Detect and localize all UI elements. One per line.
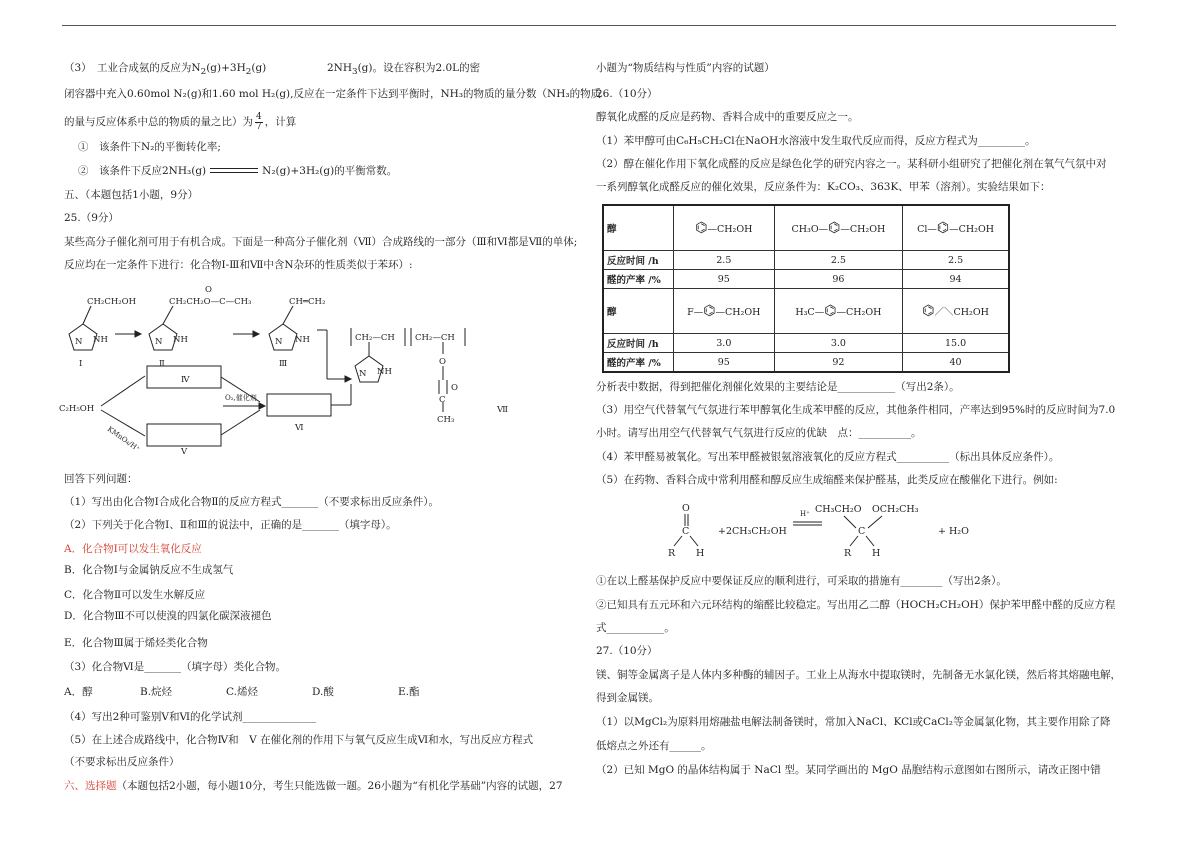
equilibrium-arrow-icon xyxy=(210,166,258,176)
option-b: B．化合物Ⅰ与金属钠反应不生成氢气 xyxy=(64,564,234,576)
svg-text:R: R xyxy=(844,548,852,559)
q27-2: （2）已知 MgO 的晶体结构属于 NaCl 型。某同学画出的 MgO 晶胞结构示意图如右图所示，请改正图中错 xyxy=(596,764,1101,776)
time-2: 2.5 xyxy=(774,251,903,270)
alcohol-5: H₃C—⌬—CH₂OH xyxy=(774,289,903,334)
svg-text:N: N xyxy=(155,337,163,347)
svg-text:H: H xyxy=(696,548,705,559)
svg-text:N: N xyxy=(359,369,367,379)
q25-4: （4）写出2种可鉴别Ⅴ和Ⅵ的化学试剂______________ xyxy=(64,711,317,723)
compound-3-formula: CH═CH₂ xyxy=(289,297,326,307)
svg-text:KMnO₄/H⁺: KMnO₄/H⁺ xyxy=(105,425,142,454)
svg-text:OCH₂CH₃: OCH₂CH₃ xyxy=(872,504,919,515)
row-label-alcohol: 醇 xyxy=(603,205,674,251)
q27-1b: 低熔点之外还有______。 xyxy=(596,740,712,752)
option-d: D．化合物Ⅲ不可以使溴的四氯化碳深液褪色 xyxy=(64,610,272,622)
q26-2b: 一系列醇氧化成醛反应的催化效果，反应条件为：K₂CO₃、363K、甲苯（溶剂）。实验结果如下： xyxy=(596,181,1051,193)
q25-3-opt-a: A．醇 xyxy=(64,686,93,698)
q26-3b: 小时。请写出用空气代替氧气气氛进行反应的优缺 点：__________。 xyxy=(596,427,922,439)
section-5-title: 五、（本题包括1小题，9分） xyxy=(64,189,199,201)
r-line1: 小题为“物质结构与性质”内容的试题） xyxy=(596,62,775,74)
alcohol-3: Cl—⌬—CH₂OH xyxy=(903,205,1009,251)
time-5: 3.0 xyxy=(774,334,903,353)
q25-2: （2）下列关于化合物Ⅰ、Ⅱ和Ⅲ的说法中，正确的是_______（填字母）。 xyxy=(64,519,397,531)
fraction: $\frac{4}{7}$ xyxy=(256,111,262,132)
q25-3: （3）化合物Ⅵ是_______（填字母）类化合物。 xyxy=(64,661,286,673)
compound-6-label: Ⅵ xyxy=(295,423,304,433)
q25-intro1: 某些高分子催化剂可用于有机合成。下面是一种高分子催化剂（Ⅶ）合成路线的一部分（Ⅲ和Ⅵ都是Ⅶ的单体; xyxy=(64,236,578,248)
svg-text:N: N xyxy=(75,337,83,347)
svg-text:+2CH₃CH₂OH: +2CH₃CH₂OH xyxy=(718,526,787,537)
yield-2: 96 xyxy=(774,270,903,289)
q25-5-note: （不要求标出反应条件） xyxy=(64,756,180,768)
q26-2a: （2）醇在催化作用下氧化成醛的反应是绿色化学的研究内容之一。某科研小组研究了把催化剂在氧气气氛中对 xyxy=(596,158,1107,170)
q26-1: （1）苯甲醇可由C₆H₅CH₂Cl在NaOH水溶液中发生取代反应而得，反应方程式为_________。 xyxy=(596,135,1036,147)
compound-1-formula: CH₂CH₂OH xyxy=(87,297,137,307)
time-4: 3.0 xyxy=(674,334,775,353)
q26-5: （5）在药物、香料合成中常利用醛和醇反应生成缩醛来保护醛基，此类反应在酸催化下进行。例如: xyxy=(596,474,1058,486)
row-label-time: 反应时间 /h xyxy=(603,251,674,270)
q24-line3: 的量与反应体系中总的物质的量之比）为 $\frac{4}{7}$ ，计算 xyxy=(64,111,297,132)
option-c: C．化合物Ⅱ可以发生水解反应 xyxy=(64,589,206,601)
row-label-yield: 醛的产率 /% xyxy=(603,270,674,289)
q26-5-1: ①在以上醛基保护反应中要保证反应的顺利进行，可采取的措施有________（写出2条）。 xyxy=(596,575,1007,587)
svg-text:+ H₂O: + H₂O xyxy=(938,526,969,537)
row-label-time-2: 反应时间 /h xyxy=(603,334,674,353)
compound-1-label: Ⅰ xyxy=(79,359,83,369)
svg-text:H⁺: H⁺ xyxy=(800,510,810,518)
q25-3-opt-e: E.酯 xyxy=(398,686,420,698)
compound-3-label: Ⅲ xyxy=(279,359,288,369)
q25-1: （1）写出由化合物Ⅰ合成化合物Ⅱ的反应方程式_______（不要求标出反应条件）。 xyxy=(64,496,439,508)
q25-3-opt-c: C.烯烃 xyxy=(226,686,258,698)
q25-title: 25.（9分） xyxy=(64,212,119,224)
svg-text:CH₃CH₂O: CH₃CH₂O xyxy=(815,504,862,515)
svg-text:O₂,催化剂: O₂,催化剂 xyxy=(225,394,257,402)
yield-5: 92 xyxy=(774,353,903,373)
option-e: E．化合物Ⅲ属于烯烃类化合物 xyxy=(64,637,208,649)
q25-intro2: 反应均在一定条件下进行：化合物Ⅰ-Ⅲ和Ⅶ中含N杂环的性质类似于苯环）: xyxy=(64,259,413,271)
q27-title: 27.（10分） xyxy=(596,645,658,657)
q26-3a: （3）用空气代替氧气气氛进行苯甲醇氧化生成苯甲醛的反应，其他条件相同，产率达到95%时的反应时间为7.0 xyxy=(596,404,1116,416)
header-rule xyxy=(62,25,1116,26)
row-label-alcohol-2: 醇 xyxy=(603,289,674,334)
svg-text:NH: NH xyxy=(93,335,108,345)
svg-text:O: O xyxy=(451,383,458,393)
svg-text:C: C xyxy=(439,395,446,405)
svg-text:CH₂—CH: CH₂—CH xyxy=(415,333,455,343)
svg-text:O: O xyxy=(439,357,446,367)
time-3: 2.5 xyxy=(903,251,1009,270)
svg-text:NH: NH xyxy=(295,335,310,345)
q24-line1: （3） 工业合成氨的反应为$N_2(g)+3H_2(g)$ $2NH_3(g)$。设在容积为2.0L的密 xyxy=(64,62,481,78)
alcohol-2: CH₃O—⌬—CH₂OH xyxy=(774,205,903,251)
alcohol-oxidation-table xyxy=(602,204,1010,373)
q25-3-opt-b: B.烷烃 xyxy=(140,686,173,698)
svg-text:R: R xyxy=(668,548,676,559)
svg-text:NH: NH xyxy=(377,367,392,377)
svg-text:C: C xyxy=(858,526,866,537)
q24-line2: 闭容器中充入0.60mol N₂(g)和1.60 mol H₂(g),反应在一定条件下达到平衡时，NH₃的物质的量分数（NH₃的物质 xyxy=(64,88,602,100)
svg-text:N: N xyxy=(275,337,283,347)
svg-text:H: H xyxy=(872,548,881,559)
option-a: A．化合物Ⅰ可以发生氧化反应 xyxy=(64,543,202,555)
yield-4: 95 xyxy=(674,353,775,373)
q26-title: 26.（10分） xyxy=(596,88,658,100)
acetal-equation xyxy=(660,500,980,560)
synthesis-route-diagram xyxy=(55,284,575,457)
q26-intro: 醇氧化成醛的反应是药物、香料合成中的重要反应之一。 xyxy=(596,111,859,123)
questions-intro: 回答下列问题： xyxy=(64,473,138,485)
yield-3: 94 xyxy=(903,270,1009,289)
alcohol-4: F—⌬—CH₂OH xyxy=(674,289,775,334)
svg-text:NH: NH xyxy=(173,335,188,345)
q26-5-2b: 式___________。 xyxy=(596,622,675,634)
q26-4: （4）苯甲醛易被氧化。写出苯甲醛被银氨溶液氧化的反应方程式__________（标出具体反应条件）。 xyxy=(596,451,1060,463)
alcohol-1: ⌬—CH₂OH xyxy=(674,205,775,251)
q27-intro2: 得到金属镁。 xyxy=(596,692,659,704)
svg-text:O: O xyxy=(682,503,690,514)
q26-2c: 分析表中数据，得到把催化剂催化效果的主要结论是___________（写出2条）。 xyxy=(596,381,960,393)
q27-1a: （1）以MgCl₂为原料用熔融盐电解法制备镁时，常加入NaCl、KCl或CaCl₂等金属氯化物，其主要作用除了降 xyxy=(596,716,1111,728)
yield-6: 40 xyxy=(903,353,1009,373)
time-6: 15.0 xyxy=(903,334,1009,353)
ethanol-label: C₂H₅OH xyxy=(59,404,95,414)
q24-sub2: ② 该条件下反应2NH₃(g) N₂(g)+3H₂(g)的平衡常数。 xyxy=(78,165,398,177)
q26-5-2a: ②已知具有五元环和六元环结构的缩醛比较稳定。写出用乙二醇（HOCH₂CH₂OH）保护苯甲醛中醛的反应方程 xyxy=(596,599,1116,611)
compound-7-label: Ⅶ xyxy=(497,405,508,415)
compound-2-label: Ⅱ xyxy=(159,359,165,369)
compound-4-label: Ⅳ xyxy=(181,375,190,385)
yield-1: 95 xyxy=(674,270,775,289)
svg-text:CH₃: CH₃ xyxy=(437,415,455,425)
svg-text:CH₂—CH: CH₂—CH xyxy=(355,333,395,343)
svg-text:O: O xyxy=(205,285,212,295)
time-1: 2.5 xyxy=(674,251,775,270)
compound-2-formula: CH₂CH₂O—C—CH₃ xyxy=(169,297,252,307)
row-label-yield-2: 醛的产率 /% xyxy=(603,353,674,373)
q24-sub1: ① 该条件下N₂的平衡转化率; xyxy=(78,141,221,153)
section-6-title: 六、选择题（本题包括2小题，每小题10分，考生只能选做一题。26小题为“有机化学基础”内容的试题，27 xyxy=(64,780,563,792)
q25-5: （5）在上述合成路线中，化合物Ⅳ和 Ⅴ 在催化剂的作用下与氧气反应生成Ⅵ和水，写出反应方程式 xyxy=(64,734,534,746)
alcohol-6: ⌬／＼CH₂OH xyxy=(903,289,1009,334)
q25-3-opt-d: D.酸 xyxy=(312,686,334,698)
compound-5-label: Ⅴ xyxy=(181,447,188,457)
q27-intro1: 镁、铜等金属离子是人体内多种酶的辅因子。工业上从海水中提取镁时，先制备无水氯化镁，然后将其熔融电解， xyxy=(596,669,1121,681)
svg-text:C: C xyxy=(682,526,690,537)
